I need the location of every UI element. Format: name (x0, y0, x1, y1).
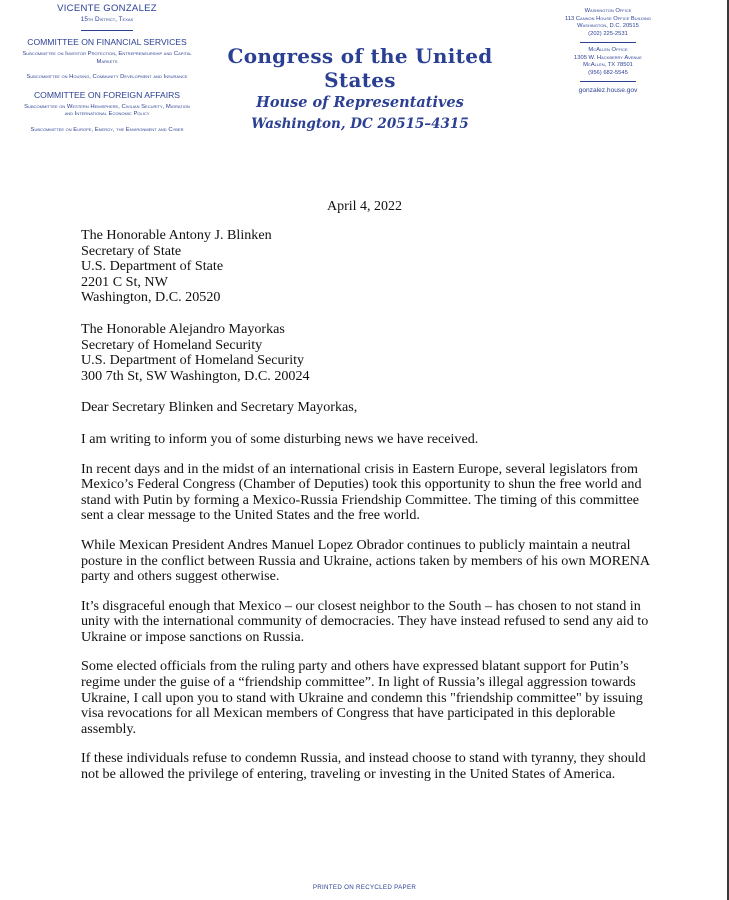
letterhead-center (200, 44, 520, 134)
address-line: 300 7th St, SW Washington, D.C. 20024 (81, 367, 310, 384)
city-zip: Washington, DC 20515–4315 (251, 116, 469, 132)
recipient-address-blinken (81, 228, 661, 306)
washington-office-address1: 113 Cannon House Office Building (565, 15, 651, 22)
paragraph: Some elected officials from the ruling party and others have expressed blatant support for Putin’s regime under the guise of a “friendship committee”. In light of Russia’s illegal aggression towards Ukraine, I call upon you to stand with Ukraine and condemn this "friendship committee" by issuing visa revocations for all Mexican members of Congress that have participated in this deplorable assembly. (81, 658, 643, 737)
address-line: 2201 C St, NW (81, 273, 168, 290)
letterhead-right (553, 8, 663, 95)
address-line: The Honorable Alejandro Mayorkas (81, 320, 285, 337)
recipient-address-mayorkas (81, 322, 661, 384)
divider (81, 30, 133, 31)
subcommittee-investor-protection: Subcommittee on Investor Protection, Entrepreneurship and Capital Markets (22, 51, 192, 65)
recycled-paper-footer: PRINTED ON RECYCLED PAPER (312, 884, 417, 891)
letterhead-left (22, 3, 192, 134)
address-line: U.S. Department of Homeland Security (81, 352, 305, 369)
letter-date: April 4, 2022 (326, 199, 403, 214)
committee-foreign-affairs: COMMITTEE ON FOREIGN AFFAIRS (33, 89, 181, 100)
congress-title: Congress of the United States (227, 44, 493, 92)
member-name: VICENTE GONZALEZ (57, 3, 157, 14)
address-line: Washington, D.C. 20520 (81, 289, 221, 306)
member-district: 15th District, Texas (80, 16, 134, 23)
subcommittee-europe-energy: Subcommittee on Europe, Energy, the Environment and Cyber (30, 126, 184, 133)
paragraph: If these individuals refuse to condemn Russia, and instead choose to stand with tyranny, they should not be allowed the privilege of entering, traveling or investing in the United States of America. (81, 750, 646, 783)
address-line: The Honorable Antony J. Blinken (81, 227, 272, 243)
house-title: House of Representatives (256, 94, 464, 111)
paragraph: While Mexican President Andres Manuel Lopez Obrador continues to publicly maintain a neutral posture in the conflict between Russia and Ukraine, actions taken by members of his own MORENA party and others suggest otherwise. (81, 536, 650, 585)
website-link[interactable]: gonzalez.house.gov (578, 87, 638, 94)
address-line: U.S. Department of State (81, 258, 224, 275)
subcommittee-housing: Subcommittee on Housing, Community Development and Insurance (26, 74, 188, 80)
committee-financial-services: COMMITTEE ON FINANCIAL SERVICES (27, 37, 187, 47)
washington-office-address2: Washington, D.C. 20515 (577, 23, 639, 29)
letter-body (81, 228, 661, 783)
divider (580, 81, 636, 82)
paragraph: It’s disgraceful enough that Mexico – our closest neighbor to the South – has chosen to not stand in unity with the international community of democracies. They have instead refused to send any aid to Ukraine or impose sanctions on Russia. (81, 597, 649, 645)
paragraph: In recent days and in the midst of an international crisis in Eastern Europe, several legislators from Mexico’s Federal Congress (Chamber of Deputies) took this opportunity to shun the free world and stand with Putin by forming a Mexico-Russia Friendship Committee. The timing of this committee sent a clear message to the United States and the free world. (81, 460, 642, 524)
subcommittee-western-hemisphere: Subcommittee on Western Hemisphere, Civilian Security, Migration and International Economic Policy (24, 103, 190, 117)
washington-office-title: Washington Office (584, 8, 632, 14)
mcallen-office-address1: 1305 W. Hackberry Avenue (574, 54, 642, 61)
salutation: Dear Secretary Blinken and Secretary Mayorkas, (81, 399, 358, 416)
divider (580, 42, 636, 43)
mcallen-office-title: McAllen Office (588, 47, 628, 53)
paragraph: I am writing to inform you of some disturbing news we have received. (81, 430, 479, 447)
address-line: Secretary of Homeland Security (81, 336, 263, 353)
mcallen-office-phone: (956) 682-5545 (588, 69, 628, 76)
washington-office-phone: (202) 225-2531 (588, 30, 628, 37)
mcallen-office-address2: McAllen, TX 78501 (583, 62, 633, 68)
address-line: Secretary of State (81, 242, 182, 259)
